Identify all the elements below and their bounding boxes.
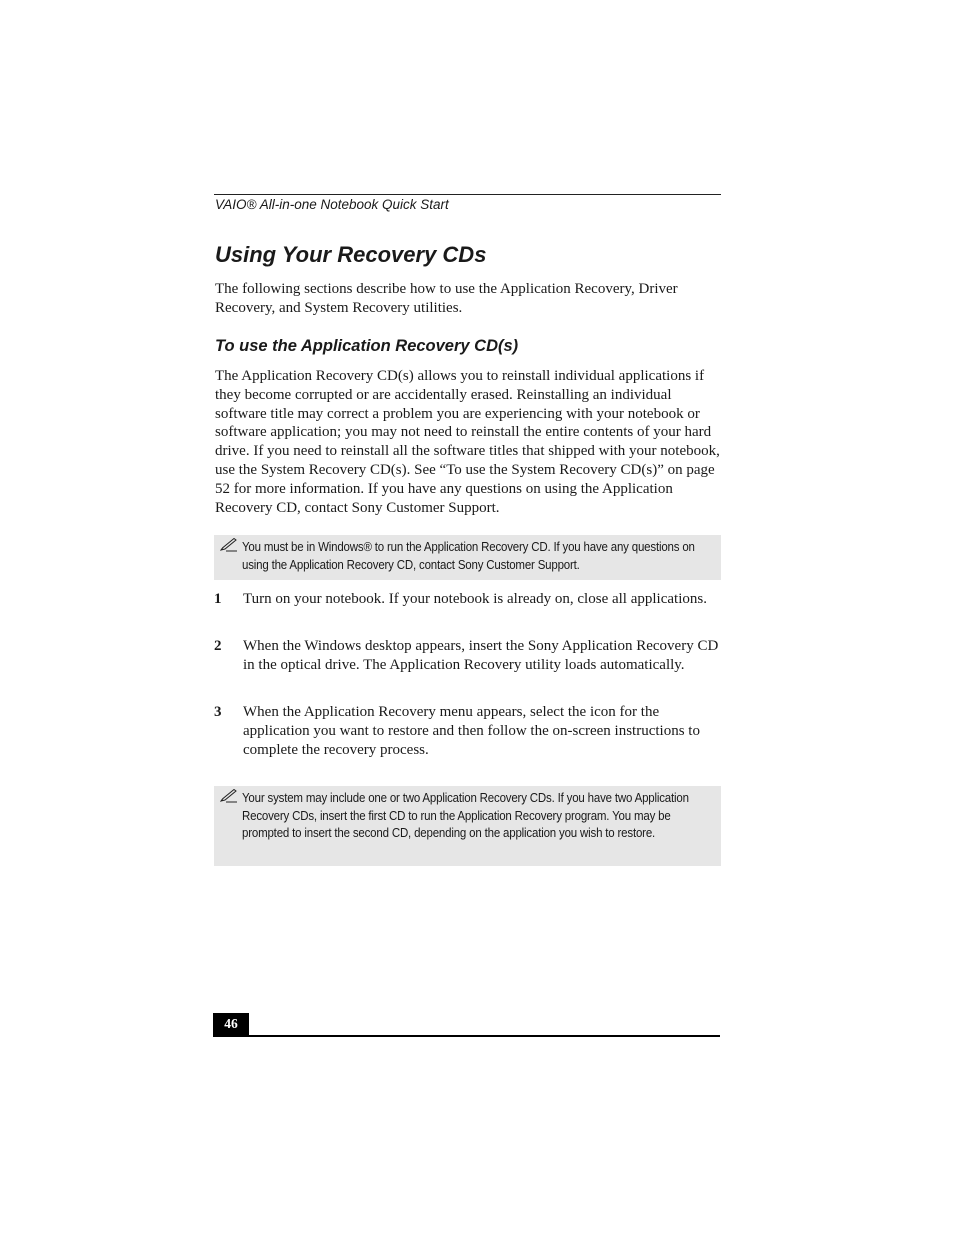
intro-paragraph: The following sections describe how to use the Application Recovery, Driver Recovery, and System Recovery utilities. — [215, 281, 678, 316]
note-box — [214, 786, 721, 866]
subsection-paragraph: The Application Recovery CD(s) allows you to reinstall individual applications if they become corrupted or are accidentally erased. Reinstalling an individual software title may correct a problem you are experiencing with your notebook or software application; you may not need to reinstall the entire contents of your hard drive. If you need to reinstall all the software titles that shipped with your notebook, use the System Recovery CD(s). See “To use the System Recovery CD(s)” on page 52 for more information. If you have any questions on using the Application Recovery CD, contact Sony Customer Support. — [215, 368, 720, 516]
footer-rule — [213, 1035, 720, 1037]
note-box — [214, 535, 721, 580]
step-text: When the Windows desktop appears, insert the Sony Application Recovery CD in the optical drive. The Application Recovery utility loads automatically. — [243, 638, 719, 673]
note-pencil-icon — [220, 789, 238, 803]
step-text: Turn on your notebook. If your notebook is already on, close all applications. — [243, 591, 707, 607]
note-text: Your system may include one or two Application Recovery CDs. If you have two Application Recovery CDs, insert the first CD to run the Application Recovery program. You may be prompted to insert the second CD, depending on the application you wish to restore. — [242, 791, 689, 840]
note-pencil-icon — [220, 538, 238, 552]
step-number: 2 — [214, 638, 222, 654]
header-rule — [214, 194, 721, 195]
section-title: Using Your Recovery CDs — [215, 242, 487, 267]
step-number: 1 — [214, 591, 222, 607]
page-number: 46 — [213, 1013, 249, 1037]
step-number: 3 — [214, 704, 222, 720]
note-text: You must be in Windows® to run the Application Recovery CD. If you have any questions on using the Application Recovery CD, contact Sony Customer Support. — [242, 540, 695, 572]
step-text: When the Application Recovery menu appears, select the icon for the application you want to restore and then follow the on-screen instructions to complete the recovery process. — [243, 704, 700, 758]
subsection-title: To use the Application Recovery CD(s) — [215, 337, 519, 355]
running-header: VAIO® All-in-one Notebook Quick Start — [215, 197, 449, 212]
